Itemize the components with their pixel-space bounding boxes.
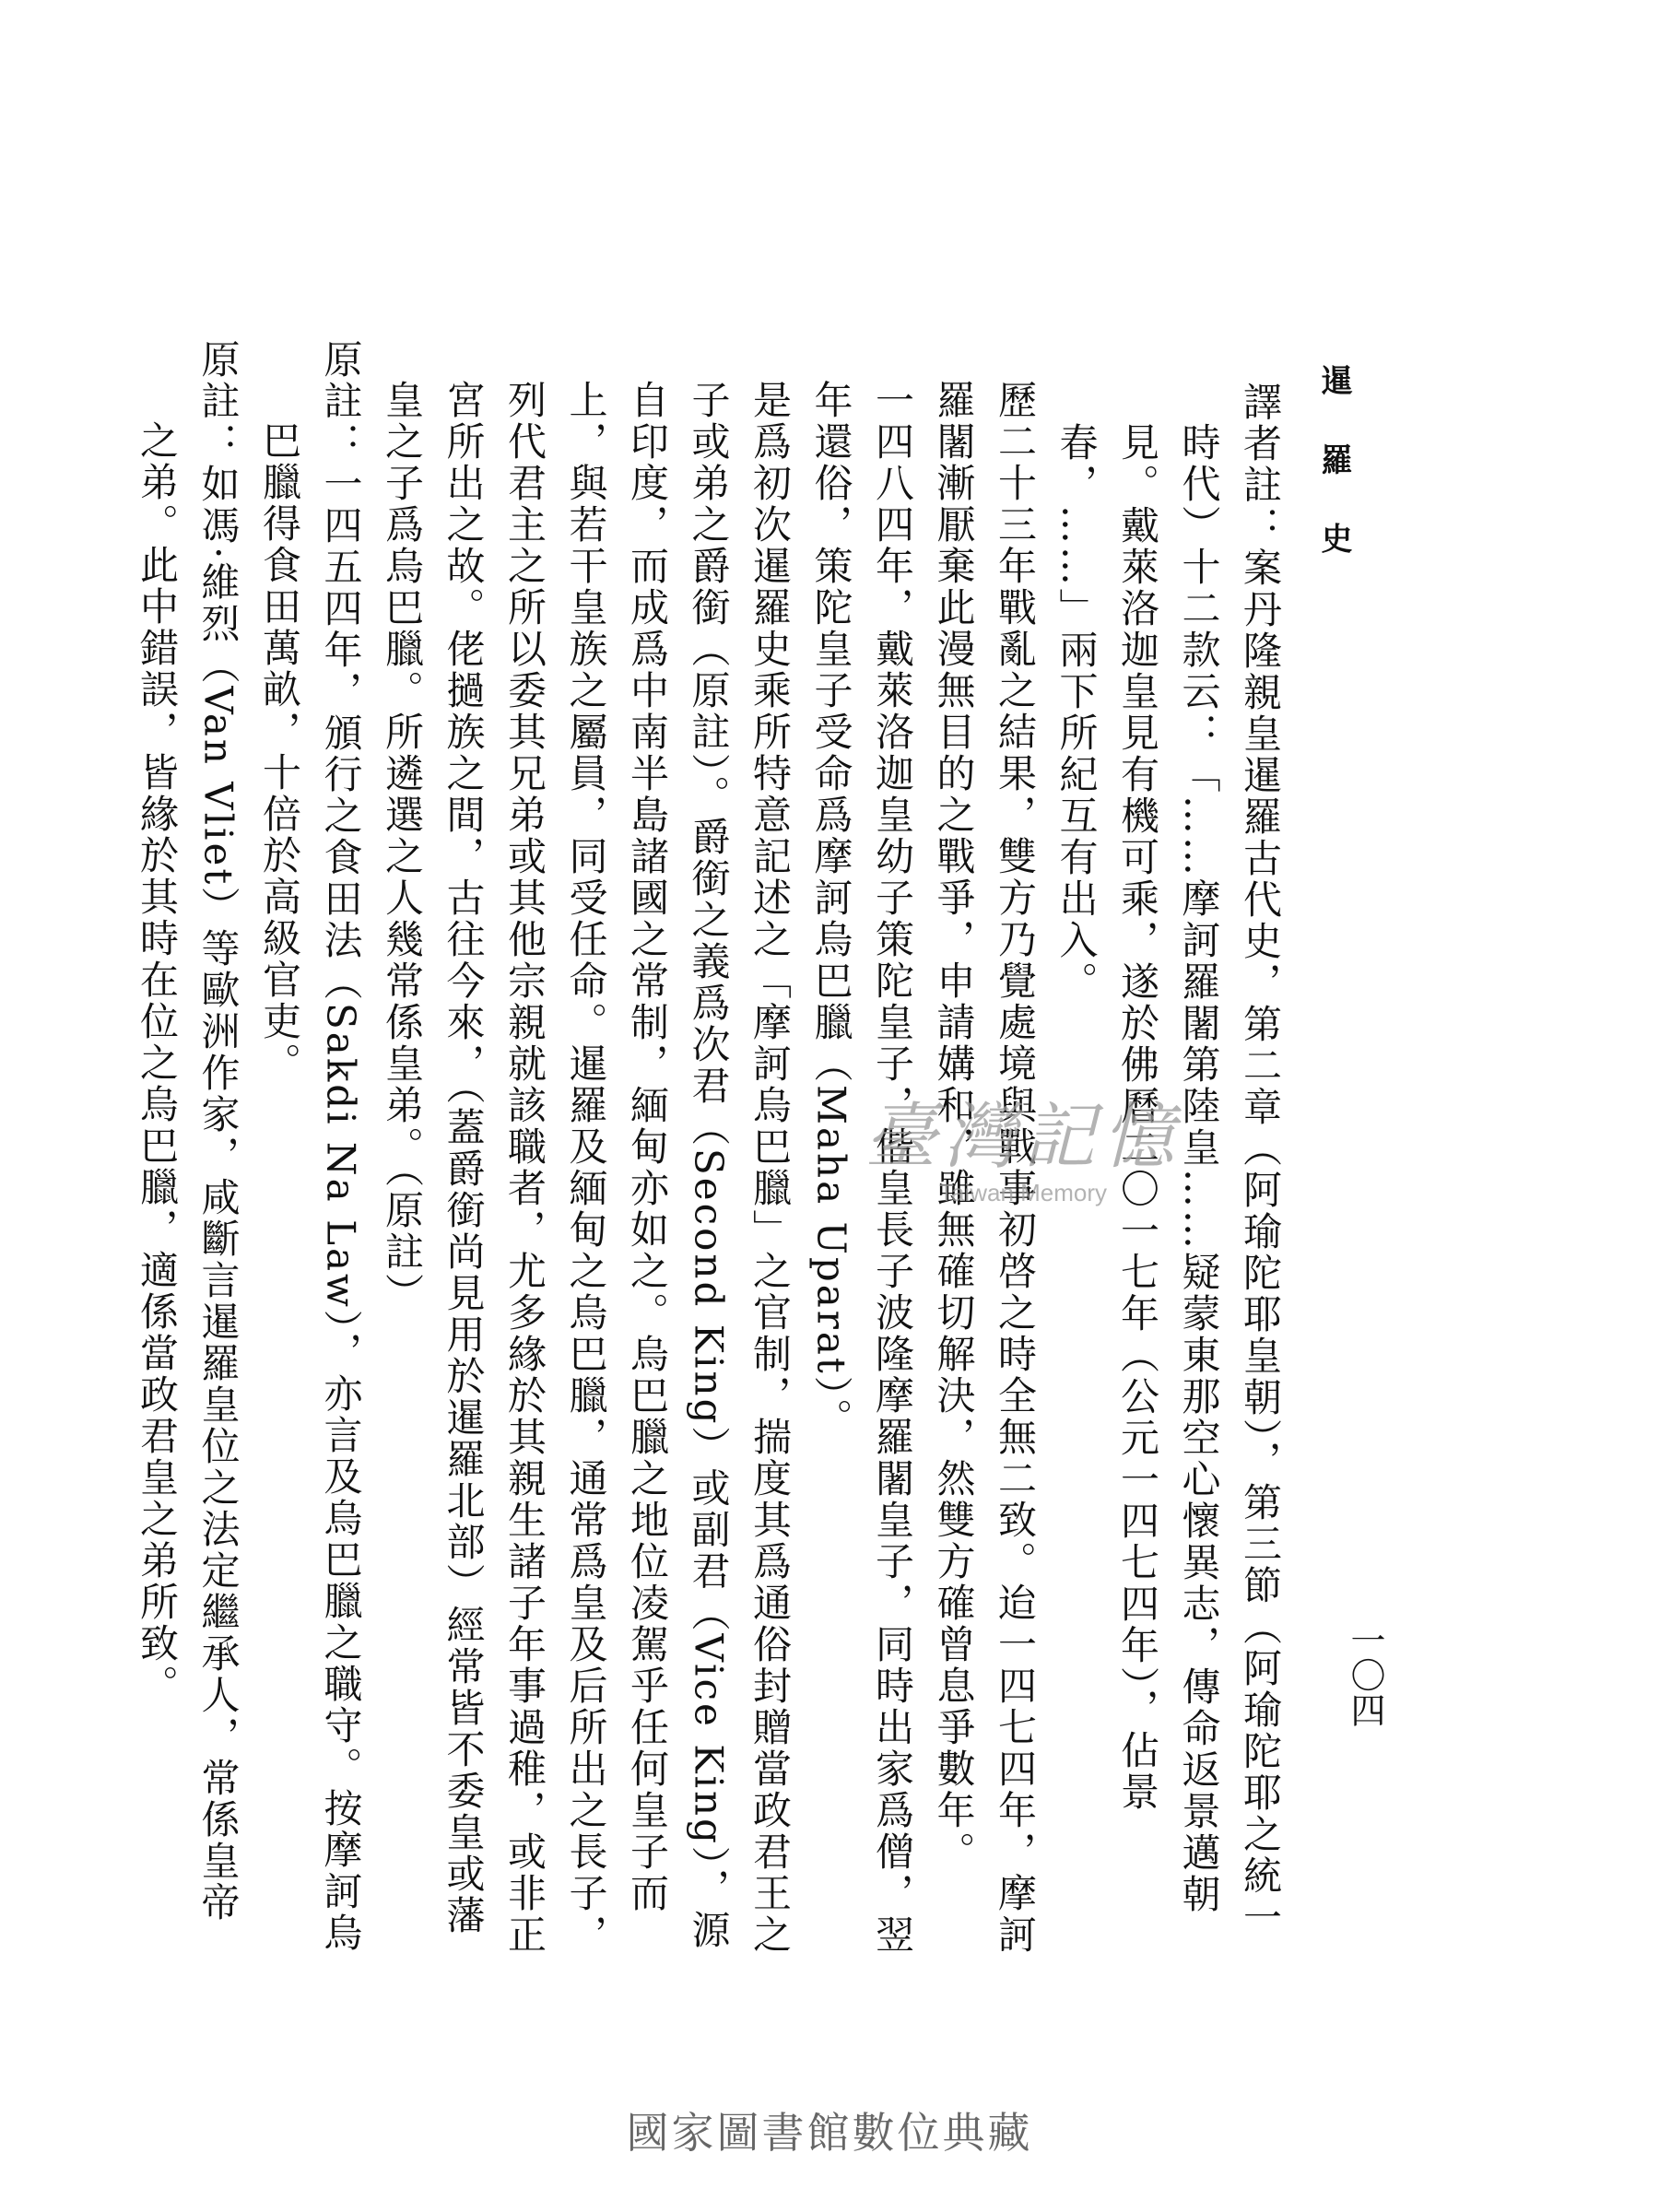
body-paragraph-uparat-office: 是爲初次暹羅史乘所特意記述之「摩訶烏巴臘」之官制，揣度其爲通俗封贈當政君王之子或弟之爵銜（原註）。爵銜之義爲次君（Second King）或副君（Vice King），源自印度，而成爲中南半島諸國之常制，緬甸亦如之。烏巴臘之地位凌駕乎任何皇子而上，與若干皇族之屬員，同受任命。暹羅及緬甸之烏巴臘，通常爲皇及后所出之長子，列代君主之所以委其兄弟或其他宗親就該職者，尤多緣於其親生諸子年事過稚，或非正宮所出之故。佬撾族之間，古往今來，（蓋爵銜尚見用於暹羅北部）經常皆不委皇或藩皇之子爲烏巴臘。所遴選之人幾常係皇弟。（原註） (380, 380, 793, 1956)
vertical-text-body (135, 339, 1290, 1961)
original-note-paragraph-2: 原註：如馮·維烈（Van Vliet）等歐洲作家，咸斷言暹羅皇位之法定繼承人，常係皇帝之弟。此中錯誤，皆緣於其時在位之烏巴臘，適係當政君皇之弟所致。 (135, 339, 241, 1924)
library-credit-footer: 國家圖書館數位典藏 (626, 2108, 1033, 2158)
translator-note-paragraph: 譯者註：案丹隆親皇暹羅古代史，第二章（阿瑜陀耶皇朝），第三節（阿瑜陀耶之統一時代）十二款云：「……摩訶羅闍第陸皇……疑蒙東那空心懷異志，傳命返景邁朝見。戴萊洛迦皇見有機可乘，遂於佛曆二〇一七年（公元一四七四年），佔景春，……」兩下所紀互有出入。 (1053, 382, 1283, 1938)
original-note-paragraph-1: 原註：一四五四年，頒行之食田法（Sakdi Na Law），亦言及烏巴臘之職守。按摩訶烏巴臘得食田萬畝，十倍於高級官吏。 (257, 339, 364, 1954)
body-paragraph-war-result: 歷二十三年戰亂之結果，雙方乃覺處境與戰事初啓之時全無二致。迨一四七四年，摩訶羅闍漸厭棄此漫無目的之戰爭，申請媾和，雖無確切解決，然雙方確曾息爭數年。 (931, 380, 1038, 1956)
watermark-cjk-text: 臺灣記憶 (864, 1096, 1182, 1179)
page-number: 一〇四 (1345, 1622, 1385, 1727)
body-paragraph-1484: 一四八四年，戴萊洛迦皇幼子策陀皇子，偕皇長子波隆摩羅闍皇子，同時出家爲僧，翌年還俗，策陀皇子受命爲摩訶烏巴臘（Maha Uparat）。 (808, 380, 915, 1956)
watermark-latin-text: Taiwan Memory (938, 1179, 1108, 1206)
running-book-title: 暹 羅 史 (1315, 364, 1352, 572)
